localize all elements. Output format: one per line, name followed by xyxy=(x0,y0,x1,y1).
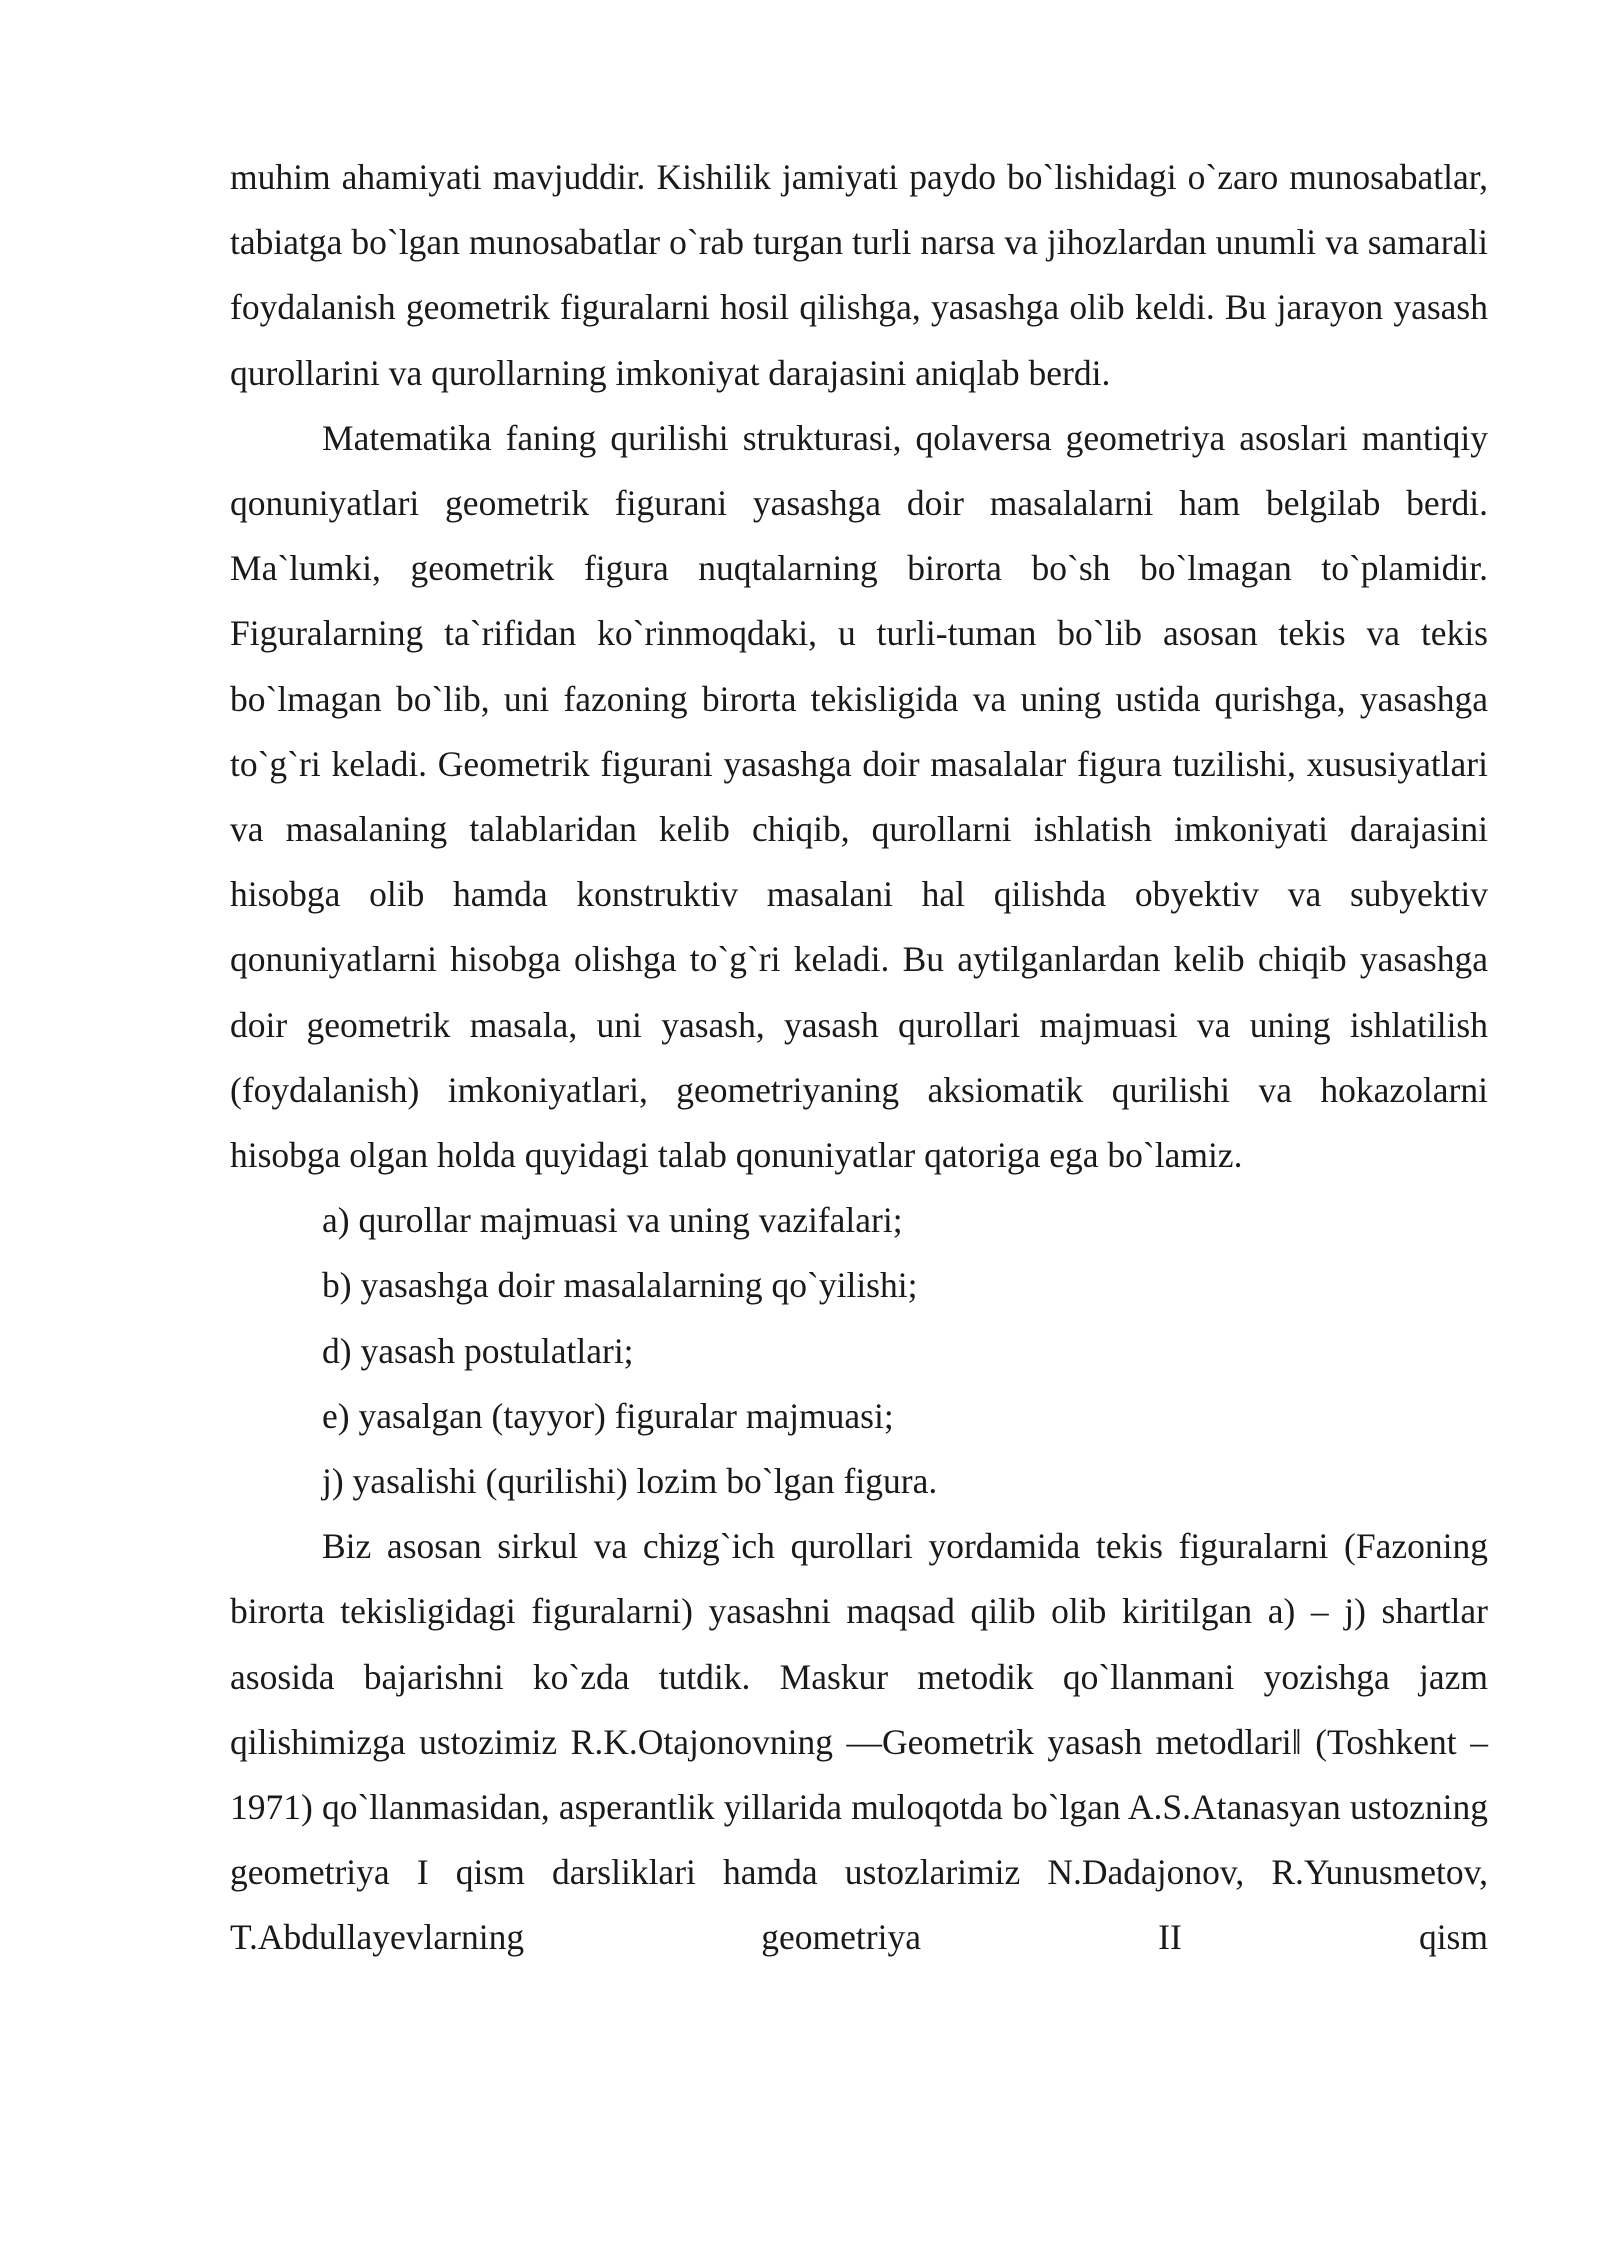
list-item-e: e) yasalgan (tayyor) figuralar majmuasi; xyxy=(322,1395,894,1436)
list-item-b: b) yasashga doir masalalarning qo`yilishi; xyxy=(322,1265,918,1306)
list-item-a: a) qurollar majmuasi va uning vazifalari; xyxy=(322,1200,903,1241)
document-page xyxy=(230,145,1488,1971)
paragraph-2: Matematika faning qurilishi strukturasi, qolaversa geometriya asoslari mantiqiy qonuniyatlari geometrik figurani yasashga doir masalalarni ham belgilab berdi. Ma`lumki, geometrik figura nuqtalarning birorta bo`sh bo`lmagan to`plamidir. Figuralarning ta`rifidan ko`rinmoqdaki, u turli-tuman bo`lib asosan tekis va tekis bo`lmagan bo`lib, uni fazoning birorta tekisligida va uning ustida qurishga, yasashga to`g`ri keladi. Geometrik figurani yasashga doir masalalar figura tuzilishi, xususiyatlari va masalaning talablaridan kelib chiqib, qurollarni ishlatish imkoniyati darajasini hisobga olib hamda konstruktiv masalani hal qilishda obyektiv va subyektiv qonuniyatlarni hisobga olishga to`g`ri keladi. Bu aytilganlardan kelib chiqib yasashga doir geometrik masala, uni yasash, yasash qurollari majmuasi va uning ishlatilish (foydalanish) imkoniyatlari, geometriyaning aksiomatik qurilishi va hokazolarni hisobga olgan holda quyidagi talab qonuniyatlar qatoriga ega bo`lamiz. xyxy=(230,417,1488,1176)
list-item-d: d) yasash postulatlari; xyxy=(322,1330,634,1371)
paragraph-3: Biz asosan sirkul va chizg`ich qurollari yordamida tekis figuralarni (Fazoning birorta tekisligidagi figuralarni) yasashni maqsad qilib olib kiritilgan a) – j) shartlar asosida bajarishni ko`zda tutdik. Maskur metodik qo`llanmani yozishga jazm qilishimizga ustozimiz R.K.Otajonovning ―Geometrik yasash metodlari‖ (Toshkent – 1971) qo`llanmasidan, asperantlik yillarida muloqotda bo`lgan A.S.Atanasyan ustozning geometriya I qism darsliklari hamda ustozlarimiz N.Dadajonov, R.Yunusmetov, T.Abdullayevlarning geometriya II qism xyxy=(230,1526,1488,1958)
list-item-j: j) yasalishi (qurilishi) lozim bo`lgan figura. xyxy=(322,1461,938,1502)
paragraph-1: muhim ahamiyati mavjuddir. Kishilik jamiyati paydo bo`lishidagi o`zaro munosabatlar, tabiatga bo`lgan munosabatlar o`rab turgan turli narsa va jihozlardan unumli va samarali foydalanish geometrik figuralarni hosil qilishga, yasashga olib keldi. Bu jarayon yasash qurollarini va qurollarning imkoniyat darajasini aniqlab berdi. xyxy=(230,157,1488,393)
